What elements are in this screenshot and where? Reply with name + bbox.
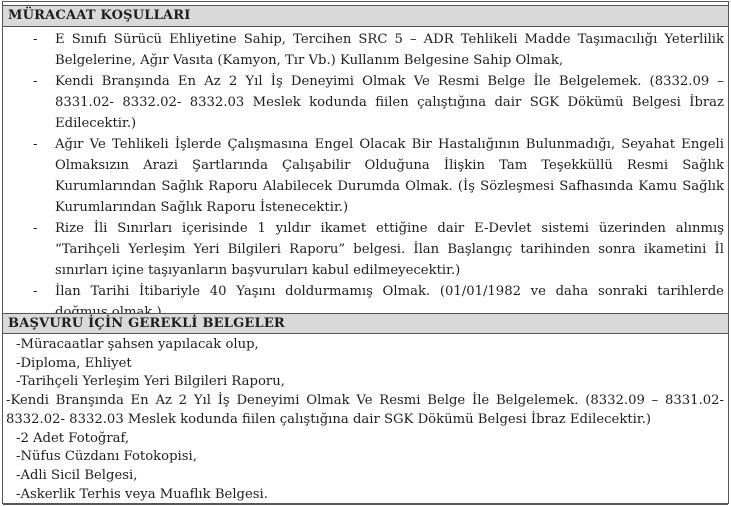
condition-line: Belgelerine, Ağır Vasıta (Kamyon, Tır Vb.) Kullanım Belgesine Sahip Olmak,	[55, 53, 564, 68]
document-requirement-line: -Nüfus Cüzdanı Fotokopisi,	[16, 449, 197, 465]
document-requirement-line: -Askerlik Terhis veya Muaflık Belgesi.	[16, 486, 268, 502]
list-dash: -	[33, 32, 38, 47]
list-dash: -	[33, 284, 38, 299]
section-title-basvuru-belgeler: BAŞVURU İÇİN GEREKLİ BELGELER	[3, 313, 728, 334]
condition-line: E Sınıfı Sürücü Ehliyetine Sahip, Tercihen SRC 5 – ADR Tehlikeli Madde Taşımacılığı Yeterlilik	[55, 32, 724, 47]
document-requirement-line: -Adli Sicil Belgesi,	[16, 467, 138, 483]
section-title-muracaat-kosullari: MÜRACAAT KOŞULLARI	[3, 5, 728, 27]
list-dash: -	[33, 221, 38, 236]
condition-line: Edilecektir.)	[55, 116, 137, 131]
condition-line: İlan Tarihi İtibariyle 40 Yaşını doldurmamış Olmak. (01/01/1982 ve daha sonraki tarihlerde	[55, 284, 724, 299]
condition-line: Kurumlarından Sağlık Raporu Alabilecek Durumda Olmak. (İş Sözleşmesi Safhasında Kamu Sağlık	[55, 179, 724, 194]
condition-line: “Tarihçeli Yerleşim Yeri Bilgileri Raporu” belgesi. İlan Başlangıç tarihinden sonra ikametini İl	[55, 242, 724, 257]
condition-line: Ağır Ve Tehlikeli İşlerde Çalışmasına Engel Olacak Bir Hastalığının Bulunmadığı, Seyahat Engeli	[55, 137, 724, 152]
document-requirement-line: 8332.02- 8332.03 Meslek kodunda fiilen çalıştığına dair SGK Dökümü Belgesi İbraz Edilecektir.)	[6, 411, 652, 427]
document-requirement-line: -Müracaatlar şahsen yapılacak olup,	[16, 337, 259, 352]
condition-line: 8331.02- 8332.02- 8332.03 Meslek kodunda fiilen çalıştığına dair SGK Dökümü Belgesi İbraz	[55, 95, 724, 110]
condition-line: Rize İli Sınırları içerisinde 1 yıldır ikamet ettiğine dair E-Devlet sistemi üzerinden alınmış	[55, 221, 724, 236]
condition-line: sınırları içine taşıyanların başvuruları kabul edilmeyecektir.)	[55, 263, 461, 278]
document-requirement-line: -Kendi Branşında En Az 2 Yıl İş Deneyimi Olmak Ve Resmi Belge İle Belgelemek. (8332.09 – 8331.02-	[6, 393, 724, 409]
list-dash: -	[33, 74, 38, 89]
condition-line: Kurumlarından Sağlık Raporu İstenecektir.)	[55, 200, 349, 215]
document-requirement-line: -Tarihçeli Yerleşim Yeri Bilgileri Raporu,	[16, 374, 285, 390]
bottom-divider	[3, 503, 728, 505]
list-dash: -	[33, 137, 38, 152]
condition-line: Kendi Branşında En Az 2 Yıl İş Deneyimi Olmak Ve Resmi Belge İle Belgelemek. (8332.09 –	[55, 74, 724, 89]
document-requirement-line: -Diploma, Ehliyet	[16, 355, 132, 371]
document-requirement-line: -2 Adet Fotoğraf,	[16, 430, 130, 446]
condition-line: Olmaksızın Arazi Şartlarında Çalışabilir Olduğuna İlişkin Tam Teşekküllü Resmi Sağlık	[55, 158, 724, 173]
